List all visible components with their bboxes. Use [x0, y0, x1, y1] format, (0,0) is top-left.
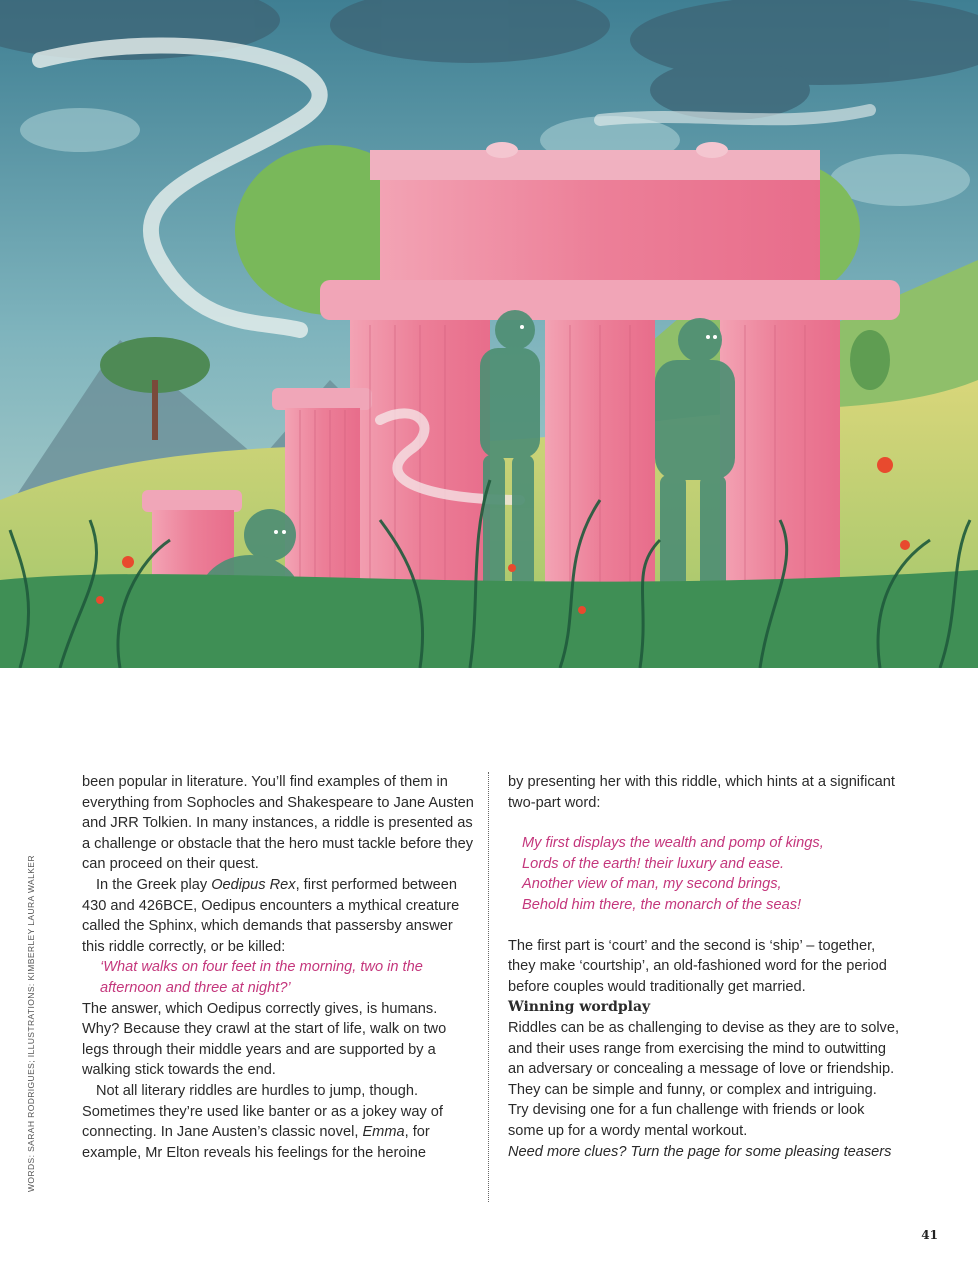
play-title: Oedipus Rex — [211, 876, 296, 893]
paragraph: Not all literary riddles are hurdles to jump, though. Sometimes they’re used like banter or as a jokey way of connecting. In Jane Austen’s classic novel, Emma, for example, Mr Elton reveals his feelings for the heroine — [82, 1082, 443, 1161]
paragraph: been popular in literature. You’ll find examples of them in everything from Sophocles and Shakespeare to Jane Austen and JRR Tolkien. In many instances, a riddle is presented as a challenge or obstacle that the hero must tackle before they can proceed on their quest. — [82, 774, 474, 873]
subheading: Winning wordplay — [508, 999, 651, 1016]
credits-line: WORDS: SARAH RODRIGUES; ILLUSTRATIONS: KIMBERLEY LAURA WALKER — [26, 855, 36, 1192]
courtship-riddle-poem — [508, 833, 900, 915]
paragraph: by presenting her with this riddle, which hints at a significant two-part word: — [508, 774, 895, 811]
left-column — [82, 772, 474, 1163]
poem-line: Behold him there, the monarch of the seas! — [522, 896, 802, 913]
sphinx-riddle-quote: ‘What walks on four feet in the morning, two in the afternoon and three at night?’ — [100, 959, 423, 996]
poem-line: Lords of the earth! their luxury and ease. — [522, 855, 785, 872]
poem-line: Another view of man, my second brings, — [522, 876, 782, 893]
poem-line: My first displays the wealth and pomp of kings, — [522, 835, 824, 852]
paragraph: The first part is ‘court’ and the second is ‘ship’ – together, they make ‘courtship’, an old-fashioned word for the period before couples would traditionally get married. — [508, 937, 887, 995]
paragraph: Riddles can be as challenging to devise as they are to solve, and their uses range from exercising the mind to outwitting an adversary or concealing a message of love or friendship. They can be simple and funny, or complex and intriguing. Try devising one for a fun challenge with friends or look some up for a wordy mental workout. — [508, 1019, 900, 1139]
page-number: 41 — [921, 1228, 938, 1242]
column-divider — [488, 772, 489, 1202]
novel-title: Emma — [362, 1124, 405, 1141]
closing-line: Need more clues? Turn the page for some pleasing teasers — [508, 1143, 892, 1160]
paragraph: The answer, which Oedipus correctly gives, is humans. Why? Because they crawl at the start of life, walk on two legs through their middle years and are supported by a walking stick towards the end. — [82, 1000, 447, 1079]
right-column — [508, 772, 900, 1162]
paragraph: In the Greek play Oedipus Rex, first performed between 430 and 426BCE, Oedipus encounters a mythical creature called the Sphinx, which demands that passersby answer this riddle correctly, or be killed: — [82, 876, 460, 955]
